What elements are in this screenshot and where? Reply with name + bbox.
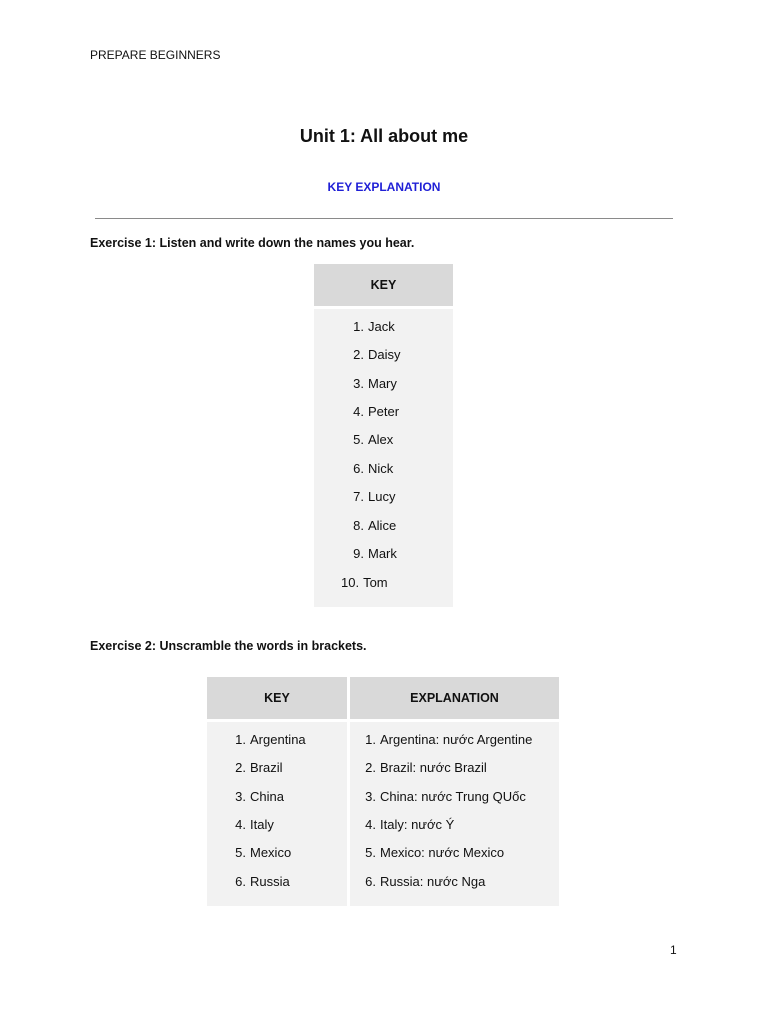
list-item — [207, 810, 347, 838]
item-number: 9. — [353, 546, 364, 562]
item-number: 7. — [353, 489, 364, 505]
item-number: 5. — [365, 845, 376, 861]
item-number: 3. — [365, 788, 376, 804]
table-header-key: KEY — [314, 264, 453, 306]
item-text: Brazil: nước Brazil — [380, 760, 487, 776]
list-item — [314, 426, 453, 454]
item-text: Mexico: nước Mexico — [380, 845, 505, 861]
item-number: 5. — [353, 432, 364, 448]
exercise-2-table — [207, 677, 559, 906]
item-text: Nick — [368, 460, 394, 476]
item-text: Italy: nước Ý — [380, 817, 455, 833]
item-text: Jack — [368, 318, 395, 334]
list-item — [314, 340, 453, 368]
item-text: Argentina — [250, 731, 306, 747]
explanation-column — [350, 677, 559, 906]
list-item — [350, 753, 559, 781]
item-text: Tom — [363, 574, 388, 590]
item-number: 2. — [365, 760, 376, 776]
item-text: China: nước Trung QUốc — [380, 788, 526, 804]
item-text: China — [250, 788, 284, 804]
item-number: 2. — [235, 760, 246, 776]
item-text: Daisy — [368, 347, 401, 363]
item-number: 6. — [235, 873, 246, 889]
key-column — [207, 677, 347, 906]
item-number: 4. — [235, 817, 246, 833]
page-title: Unit 1: All about me — [299, 126, 469, 146]
table-header-explanation: EXPLANATION — [350, 677, 559, 719]
item-number: 6. — [353, 460, 364, 476]
list-item — [207, 753, 347, 781]
list-item — [314, 454, 453, 482]
list-item — [350, 725, 559, 753]
item-number: 5. — [235, 845, 246, 861]
list-item — [350, 867, 559, 895]
item-number: 4. — [365, 817, 376, 833]
list-item — [314, 511, 453, 539]
list-item — [314, 568, 453, 596]
list-item — [314, 397, 453, 425]
item-number: 1. — [365, 731, 376, 747]
document-header: PREPARE BEGINNERS — [90, 48, 221, 62]
list-item — [350, 810, 559, 838]
table-body — [350, 722, 559, 906]
list-item — [207, 839, 347, 867]
horizontal-divider — [95, 218, 673, 219]
item-number: 8. — [353, 517, 364, 533]
list-item — [207, 867, 347, 895]
item-number: 4. — [353, 404, 364, 420]
page-subtitle: KEY EXPLANATION — [327, 180, 441, 194]
item-text: Mexico — [250, 845, 292, 861]
item-number: 3. — [235, 788, 246, 804]
list-item — [314, 483, 453, 511]
list-item — [314, 312, 453, 340]
item-number: 6. — [365, 873, 376, 889]
list-item — [207, 725, 347, 753]
item-number: 2. — [353, 347, 364, 363]
item-number: 1. — [353, 318, 364, 334]
item-text: Argentina: nước Argentine — [380, 731, 533, 747]
list-item — [350, 839, 559, 867]
page-number: 1 — [670, 943, 677, 957]
list-item — [350, 782, 559, 810]
item-text: Russia: nước Nga — [380, 873, 486, 889]
exercise-1-heading: Exercise 1: Listen and write down the names you hear. — [90, 236, 415, 250]
list-item — [314, 540, 453, 568]
item-text: Alice — [368, 517, 397, 533]
item-text: Russia — [250, 873, 290, 889]
table-body — [314, 309, 453, 607]
list-item — [207, 782, 347, 810]
item-text: Peter — [368, 404, 400, 420]
item-number: 10. — [341, 574, 360, 590]
item-text: Mark — [368, 546, 397, 562]
item-text: Alex — [368, 432, 394, 448]
item-number: 1. — [235, 731, 246, 747]
exercise-1-key-table — [314, 264, 453, 607]
table-body — [207, 722, 347, 906]
item-text: Lucy — [368, 489, 396, 505]
table-header-key: KEY — [207, 677, 347, 719]
list-item — [314, 369, 453, 397]
item-text: Brazil — [250, 760, 283, 776]
item-text: Italy — [250, 817, 274, 833]
exercise-2-heading: Exercise 2: Unscramble the words in brackets. — [90, 639, 367, 653]
item-number: 3. — [353, 375, 364, 391]
item-text: Mary — [368, 375, 397, 391]
